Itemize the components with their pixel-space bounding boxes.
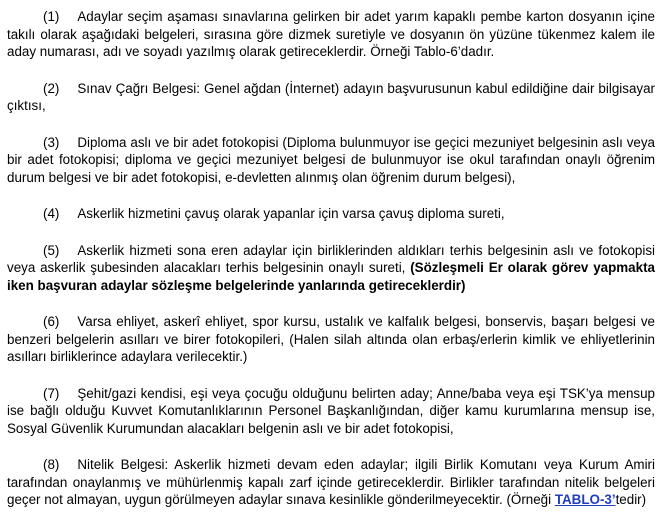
paragraph-text-end: tedir)	[615, 492, 647, 507]
paragraph-number: (4)	[43, 206, 60, 221]
paragraph-text: Sınav Çağrı Belgesi: Genel ağdan (İnternet) adayın başvurusunun kabul edildiğine dair bilgisayar çıktısı,	[7, 80, 655, 113]
paragraph-text: Askerlik hizmetini çavuş olarak yapanlar için varsa çavuş diploma sureti,	[77, 206, 505, 221]
paragraph-number: (2)	[43, 80, 60, 96]
paragraph-text: Askerlik hizmeti sona eren adaylar için birliklerinden aldıkları terhis belgesinin aslı ve fotokopisi veya askerlik şubesinden alacakları terhis belgesinin onaylı sureti,	[7, 242, 655, 275]
paragraph-bold-note: (Sözleşmeli Er olarak görev yapmakta iken başvuran adaylar sözleşme belgelerinde yanlarında getireceklerdir)	[7, 260, 655, 293]
paragraph-number: (6)	[43, 314, 60, 329]
paragraph-text: Adaylar seçim aşaması sınavlarına gelirken bir adet yarım kapaklı pembe karton dosyanın içine takılı olarak aşağıdaki belgeleri, sırasına göre dizmek suretiyle ve dosyanın ön yüzüne tükenmez kalem ile aday numarası, adı ve soyadı yazılmış olarak getireceklerdir. Örneği Tablo-6’dadır.	[7, 9, 655, 59]
paragraph-number: (3)	[43, 134, 60, 150]
tablo-3-link[interactable]: TABLO-3’	[554, 492, 616, 507]
paragraph-number: (7)	[43, 385, 60, 401]
paragraph-4	[7, 205, 655, 223]
paragraph-5	[7, 242, 655, 295]
paragraph-text: Nitelik Belgesi: Askerlik hizmeti devam eden adaylar; ilgili Birlik Komutanı veya Kurum Amiri tarafından onaylanmış ve mühürlenmiş kapalı zarf içinde getireceklerdir. Birlikler tarafından nitelik belgeleri geçer not almayan, uygun görülmeyen adaylar sınava kesinlikle gönderilmeyecektir. (Örneği	[7, 457, 655, 507]
paragraph-text: Şehit/gazi kendisi, eşi veya çocuğu olduğunu belirten aday; Anne/baba veya eşi TSK’ya mensup ise bağlı olduğu Kuvvet Komutanlıklarının Personel Başkanlığından, diğer kamu kurumlarına mensup ise, Sosyal Güvenlik Kurumundan alacakları belgenin aslı ve bir adet fotokopisi,	[7, 385, 655, 436]
paragraph-1	[7, 8, 655, 61]
paragraph-2	[7, 80, 655, 115]
paragraph-3	[7, 134, 655, 187]
paragraph-6	[7, 313, 655, 366]
paragraph-number: (5)	[43, 242, 60, 258]
paragraph-number: (1)	[43, 9, 60, 24]
paragraph-number: (8)	[43, 457, 60, 472]
paragraph-8	[7, 456, 655, 509]
document-body	[7, 8, 655, 509]
paragraph-text: Varsa ehliyet, askerî ehliyet, spor kursu, ustalık ve kalfalık belgesi, bonservis, başarı belgesi ve benzeri belgelerin asılları ve birer fotokopileri, (Halen silah altında olan erbaş/erlerin kimlik ve ehliyetlerinin asılları birliklerince adaylara verilecektir.)	[7, 314, 655, 364]
paragraph-7	[7, 385, 655, 438]
paragraph-text: Diploma aslı ve bir adet fotokopisi (Diploma bulunmuyor ise geçici mezuniyet belgesinin aslı veya bir adet fotokopisi; diploma ve geçici mezuniyet belgesi de bulunmuyor ise okul tarafından onaylı öğrenim durum belgesi ve bir adet fotokopisi, e-devletten alınmış olan öğrenim durum belgesi),	[7, 134, 655, 185]
